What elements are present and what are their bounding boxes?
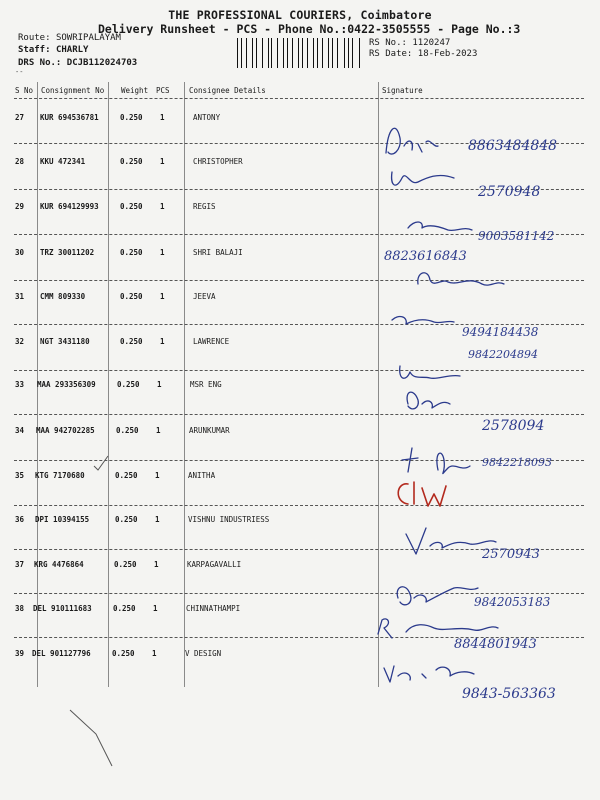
handwritten-number: 2570943 <box>482 547 540 562</box>
col-header-signature: Signature <box>382 86 423 95</box>
row-consignee: ANTONY <box>193 113 221 122</box>
col-header-sno: S No <box>15 86 34 95</box>
barcode-bar <box>337 38 338 68</box>
signature-column <box>378 108 600 728</box>
tick-mark <box>92 454 112 474</box>
row-pcs: 1 <box>156 426 161 435</box>
signature-v-design <box>384 666 474 682</box>
row-consignment-no: DEL 901127796 <box>32 649 91 658</box>
row-consignee: CHRISTOPHER <box>193 157 243 166</box>
barcode-bar <box>322 38 323 68</box>
drs-line <box>18 58 137 68</box>
route-line <box>18 33 121 43</box>
barcode-bar <box>320 38 321 68</box>
row-weight: 0.250 <box>113 604 136 613</box>
row-weight: 0.250 <box>115 515 138 524</box>
route-label: Route: <box>18 33 51 43</box>
handwritten-number: 8863484848 <box>468 138 558 154</box>
drs-label: DRS No.: <box>18 58 62 68</box>
barcode-bar <box>360 38 361 68</box>
rs-date-line <box>369 49 477 59</box>
signature-arunkumar <box>402 448 470 474</box>
row-consignee: SHRI BALAJI <box>193 248 243 257</box>
rs-no-line <box>369 38 450 48</box>
handwritten-number: 9003581142 <box>478 229 555 243</box>
row-consignee: VISHNU INDUSTRIESS <box>188 515 270 524</box>
column-rule <box>108 82 109 687</box>
staff-line <box>18 45 88 55</box>
dash-mark: -- <box>15 68 24 76</box>
row-sno: 31 <box>15 292 25 301</box>
row-sno: 39 <box>15 649 25 658</box>
barcode-bar <box>336 38 337 68</box>
pen-stroke-mark <box>66 706 136 776</box>
row-pcs: 1 <box>155 515 160 524</box>
handwritten-number: 9842053183 <box>474 595 551 609</box>
row-pcs: 1 <box>153 604 158 613</box>
handwritten-number: 9842218093 <box>482 456 552 469</box>
barcode-bar <box>252 38 253 68</box>
staff-value: CHARLY <box>55 45 89 55</box>
signature-regis <box>408 222 472 230</box>
row-sno: 34 <box>15 426 25 435</box>
barcode-bar <box>298 38 299 68</box>
row-consignee: ARUNKUMAR <box>189 426 230 435</box>
route-value: SOWRIPALAYAM <box>55 33 121 43</box>
staff-label: Staff: <box>18 45 51 55</box>
signature-chinnathampi <box>378 619 498 638</box>
row-consignee: KARPAGAVALLI <box>187 560 242 569</box>
row-consignment-no: MAA 942702285 <box>36 426 95 435</box>
row-pcs: 1 <box>152 649 157 658</box>
row-consignment-no: CMM 809330 <box>40 292 86 301</box>
rs-no-label: RS No.: <box>369 38 407 48</box>
barcode-bar <box>249 38 250 68</box>
drs-value: DCJB112024703 <box>66 58 138 68</box>
barcode <box>237 38 363 68</box>
signature-christopher <box>392 172 454 185</box>
row-pcs: 1 <box>160 337 165 346</box>
row-pcs: 1 <box>160 248 165 257</box>
barcode-bar <box>264 38 265 68</box>
row-pcs: 1 <box>155 471 160 480</box>
row-sno: 27 <box>15 113 25 122</box>
company-title: THE PROFESSIONAL COURIERS, Coimbatore <box>168 8 432 22</box>
barcode-bar <box>237 38 238 68</box>
rs-date-label: RS Date: <box>369 49 413 59</box>
row-consignment-no: DPI 10394155 <box>35 515 90 524</box>
row-consignment-no: TRZ 30011202 <box>40 248 95 257</box>
row-sno: 37 <box>15 560 25 569</box>
row-consignee: LAWRENCE <box>193 337 230 346</box>
row-sno: 35 <box>15 471 25 480</box>
barcode-bar <box>352 38 353 68</box>
row-weight: 0.250 <box>120 113 143 122</box>
row-consignee: JEEVA <box>193 292 216 301</box>
row-sno: 36 <box>15 515 25 524</box>
signature-jeeva <box>392 317 454 324</box>
column-rule <box>184 82 185 687</box>
row-weight: 0.250 <box>120 292 143 301</box>
handwritten-number: 9843-563363 <box>462 686 556 702</box>
row-pcs: 1 <box>160 157 165 166</box>
row-consignment-no: KUR 694129993 <box>40 202 99 211</box>
row-weight: 0.250 <box>120 157 143 166</box>
row-sno: 30 <box>15 248 25 257</box>
row-weight: 0.250 <box>117 380 140 389</box>
row-weight: 0.250 <box>115 471 138 480</box>
barcode-bar <box>290 38 291 68</box>
handwritten-number: 8823616843 <box>384 249 467 264</box>
row-pcs: 1 <box>160 202 165 211</box>
barcode-bar <box>256 38 257 68</box>
row-consignee: V DESIGN <box>185 649 222 658</box>
barcode-bar <box>345 38 346 68</box>
row-sno: 28 <box>15 157 25 166</box>
col-header-pcs: PCS <box>156 86 170 95</box>
row-sno: 33 <box>15 380 25 389</box>
row-consignee: ANITHA <box>188 471 216 480</box>
handwritten-number: 9494184438 <box>462 325 539 339</box>
row-sno: 29 <box>15 202 25 211</box>
row-sno: 38 <box>15 604 25 613</box>
row-consignment-no: NGT 3431180 <box>40 337 90 346</box>
row-consignment-no: KUR 694536781 <box>40 113 99 122</box>
row-consignee: MSR ENG <box>190 380 222 389</box>
row-consignee: CHINNATHAMPI <box>186 604 241 613</box>
row-pcs: 1 <box>160 113 165 122</box>
barcode-bar <box>287 38 288 68</box>
rs-no-value: 1120247 <box>412 38 451 48</box>
barcode-bar <box>279 38 280 68</box>
barcode-bar <box>302 38 303 68</box>
barcode-bar <box>330 38 331 68</box>
row-consignment-no: MAA 293356309 <box>37 380 96 389</box>
row-consignment-no: KKU 472341 <box>40 157 86 166</box>
barcode-bar <box>244 38 245 68</box>
handwritten-number: 2570948 <box>478 184 541 200</box>
col-header-consignee: Consignee Details <box>189 86 266 95</box>
row-weight: 0.250 <box>112 649 135 658</box>
handwritten-number: 8844801943 <box>454 637 537 652</box>
row-consignee: REGIS <box>193 202 216 211</box>
signature-karpagavalli <box>397 587 478 605</box>
row-weight: 0.250 <box>114 560 137 569</box>
rs-date-value: 18-Feb-2023 <box>417 49 478 59</box>
barcode-bar <box>271 38 272 68</box>
row-weight: 0.250 <box>120 202 143 211</box>
signature-shri-balaji <box>418 273 504 285</box>
signature-anitha <box>378 472 468 522</box>
barcode-bar <box>355 38 356 68</box>
signature-lawrence <box>400 366 460 378</box>
row-consignment-no: KTG 7170680 <box>35 471 85 480</box>
row-pcs: 1 <box>160 292 165 301</box>
row-pcs: 1 <box>157 380 162 389</box>
signature-msr-eng <box>407 392 450 409</box>
runsheet-subtitle: Delivery Runsheet - PCS - Phone No.:0422-3505555 - Page No.:3 <box>98 22 521 36</box>
handwritten-number: 9842204894 <box>468 348 538 361</box>
row-pcs: 1 <box>154 560 159 569</box>
row-weight: 0.250 <box>116 426 139 435</box>
row-consignment-no: KRG 4476864 <box>34 560 84 569</box>
row-consignment-no: DEL 910111683 <box>33 604 92 613</box>
row-weight: 0.250 <box>120 337 143 346</box>
row-sno: 32 <box>15 337 25 346</box>
header-rule <box>14 98 584 99</box>
barcode-bar <box>275 38 276 68</box>
handwritten-number: 2578094 <box>482 418 545 434</box>
row-weight: 0.250 <box>120 248 143 257</box>
barcode-bar <box>313 38 314 68</box>
col-header-consignment: Consignment No <box>41 86 105 95</box>
signature-antony <box>386 128 438 154</box>
col-header-weight: Weight <box>121 86 149 95</box>
barcode-bar <box>309 38 310 68</box>
